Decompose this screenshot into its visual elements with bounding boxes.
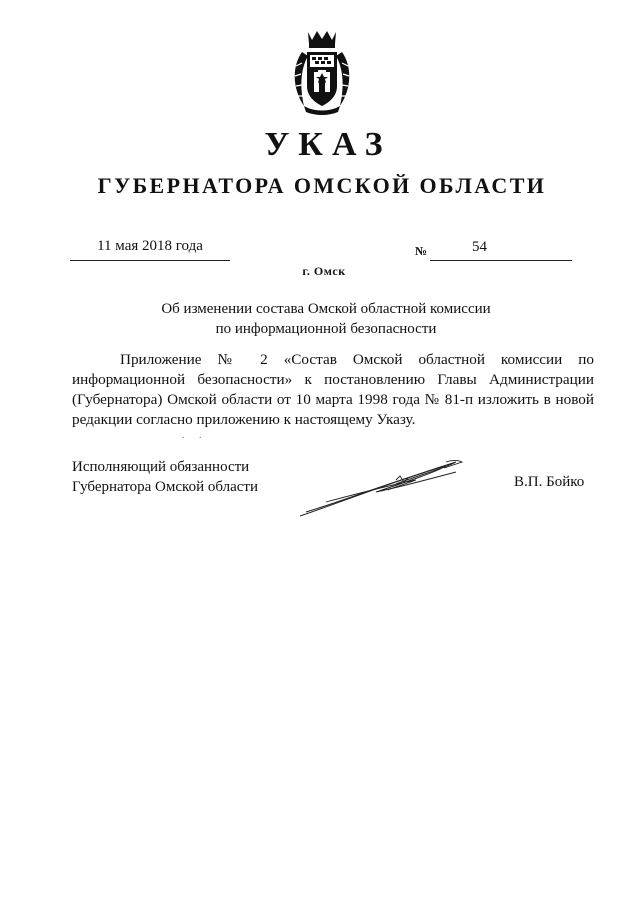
document-subtitle: ГУБЕРНАТОРА ОМСКОЙ ОБЛАСТИ bbox=[97, 173, 547, 198]
subject-line-2: по информационной безопасности bbox=[215, 321, 437, 337]
signature-icon bbox=[296, 454, 466, 522]
signatory-name: В.П. Бойко bbox=[514, 474, 585, 490]
document-date: 11 мая 2018 года bbox=[70, 238, 230, 261]
document-subject bbox=[0, 299, 640, 339]
document-city: г. Омск bbox=[302, 264, 346, 278]
scan-artifact-dots: . . bbox=[182, 430, 208, 441]
document-number: 54 bbox=[472, 239, 487, 255]
coat-of-arms-icon bbox=[288, 26, 356, 116]
subject-line-1: Об изменении состава Омской областной комиссии bbox=[161, 301, 491, 317]
signatory-title bbox=[72, 457, 258, 497]
signatory-title-line-2: Губернатора Омской области bbox=[72, 479, 258, 495]
signatory-title-line-1: Исполняющий обязанности bbox=[72, 459, 250, 475]
body-paragraph: Приложение № 2 «Состав Омской областной комиссии по информационной безопасности» к постановлению Главы Администрации (Губернатора) Омской области от 10 марта 1998 года № 81-п изложить в новой редакции согласно приложению к настоящему Указу. bbox=[72, 351, 594, 428]
document-number-field bbox=[430, 238, 572, 261]
document-title: УКАЗ bbox=[264, 126, 392, 163]
number-sign: № bbox=[415, 244, 428, 258]
